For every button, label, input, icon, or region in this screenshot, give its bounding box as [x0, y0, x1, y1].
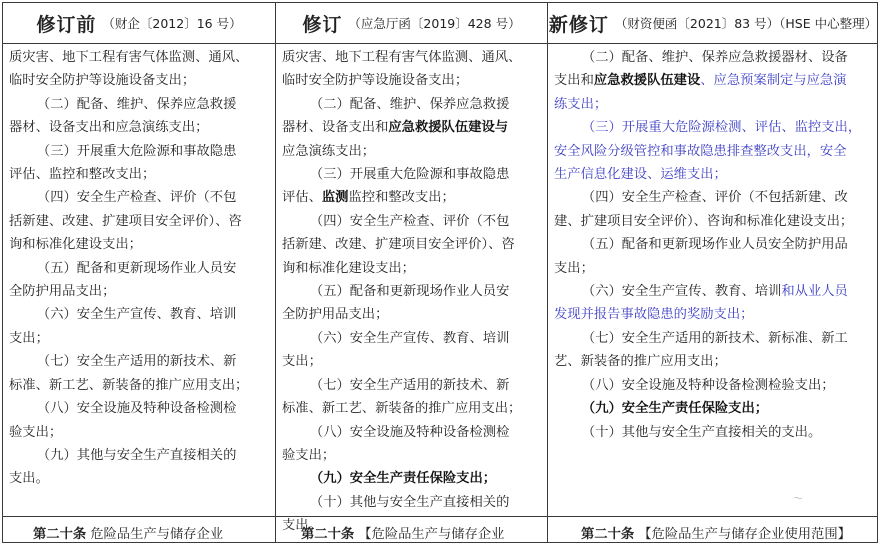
text-line: 支出； [9, 330, 49, 346]
text-line: 支出； [282, 354, 322, 370]
text-line: （三）开展重大危险源和事故隐患 [36, 143, 237, 159]
text-line: 质灾害、地下工程有害气体监测、通风、 [282, 50, 522, 65]
column-new [554, 46, 861, 444]
article-number: 第二十条 [581, 526, 635, 542]
text-line: （八）安全设施及特种设备检测检 [36, 401, 237, 417]
text-line: 询和标准化建设支出； [9, 237, 142, 253]
text-line: 器材、设备支出和应急演练支出； [9, 120, 209, 136]
text-line: （五）配备和更新现场作业人员安 [309, 284, 510, 300]
text-line: （五）配备和更新现场作业人员安 [36, 260, 237, 276]
header-title: 修订 [302, 13, 343, 36]
text-line: （七）安全生产适用的新技术、新 [36, 354, 237, 370]
highlight-line: 安全风险分级管控和事故隐患排查整改支出，安全 [554, 143, 847, 159]
comparison-table [2, 2, 878, 543]
article-number: 第二十条 [301, 526, 355, 542]
text-line: （三）开展重大危险源和事故隐患 [309, 167, 510, 183]
text-line: 质灾害、地下工程有害气体监测、通风、 [9, 50, 249, 65]
header-title: 修订前 [36, 13, 97, 36]
article-number: 第二十条 [33, 526, 87, 542]
text-line: （七）安全生产适用的新技术、新 [309, 377, 510, 393]
text-segment: 支出和 [554, 73, 594, 89]
text-line: 应急演练支出； [282, 143, 376, 159]
header-cell-new [548, 3, 878, 43]
text-line: 艺、新装备的推广应用支出； [554, 354, 727, 370]
text-segment: 监控和整改支出； [348, 190, 455, 206]
bold-segment: 监测 [321, 190, 349, 206]
text-line [282, 186, 521, 209]
column-divider-2 [547, 3, 548, 542]
text-line [282, 116, 521, 139]
text-line [554, 69, 861, 92]
text-line: （八）安全设施及特种设备检测检验支出； [581, 377, 835, 393]
text-line-bold: （九）安全生产责任保险支出； [581, 401, 769, 417]
text-line: 全防护用品支出； [9, 284, 116, 300]
text-line: （六）安全生产宣传、教育、培训 [36, 307, 237, 323]
text-line: （四）安全生产检查、评价（不包 [309, 213, 510, 229]
text-line: （五）配备和更新现场作业人员安全防护用品 [581, 237, 848, 253]
article-text: 【危险品生产与储存企业使用范围】 [638, 526, 851, 542]
text-line: （二）配备、维护、保养应急救援 [36, 96, 237, 112]
highlight-line: 生产信息化建设、运维支出； [554, 167, 727, 183]
watermark-icon: 〜 [793, 494, 803, 505]
text-line: 询和标准化建设支出； [282, 260, 415, 276]
text-line: 验支出； [282, 447, 336, 463]
text-line: 临时安全防护等设施设备支出； [9, 73, 196, 89]
text-line: （四）安全生产检查、评价（不包括新建、改 [581, 190, 848, 206]
bold-segment: 应急救援队伍建设 [593, 73, 701, 89]
header-subtitle: （财企〔2012〕16 号） [102, 16, 242, 31]
text-line: （二）配备、维护、保养应急救援 [309, 96, 510, 112]
text-line: 临时安全防护等设施设备支出； [282, 73, 469, 89]
article-text: 【危险品生产与储存企业 [358, 526, 505, 542]
footer-cell-revised [301, 520, 504, 544]
text-line: 建、扩建项目安全评价）、咨询和标准化建设支出； [554, 213, 854, 229]
header-cell-revised [276, 3, 547, 43]
text-line: 括新建、改建、扩建项目安全评价）、咨 [9, 213, 242, 229]
footer-cell-new [581, 520, 851, 544]
header-subtitle: （财资便函〔2021〕83 号）（HSE 中心整理） [614, 16, 878, 31]
text-line: 标准、新工艺、新装备的推广应用支出； [9, 377, 249, 393]
bold-segment: 应急救援队伍建设与 [388, 120, 509, 136]
highlight-segment: 、应急预案制定与应急演 [700, 73, 847, 89]
text-line: 标准、新工艺、新装备的推广应用支出； [282, 401, 522, 417]
footer-cell-before [33, 520, 223, 544]
text-line: （十）其他与安全生产直接相关的支出。 [581, 424, 822, 440]
text-line: （九）其他与安全生产直接相关的 [36, 447, 237, 463]
text-line: （七）安全生产适用的新技术、新标准、新工 [581, 330, 848, 346]
highlight-line: 练支出； [554, 96, 608, 112]
text-segment: 器材、设备支出和 [282, 120, 389, 136]
text-line: （八）安全设施及特种设备检测检 [309, 424, 510, 440]
text-line-bold: （九）安全生产责任保险支出； [309, 471, 497, 487]
column-divider-1 [275, 3, 276, 542]
text-line: （十）其他与安全生产直接相关的 [309, 494, 510, 510]
header-divider [3, 43, 877, 44]
highlight-segment: 和从业人员 [781, 284, 848, 300]
text-line: 支出； [554, 260, 594, 276]
text-segment: （六）安全生产宣传、教育、培训 [581, 284, 782, 300]
highlight-line: 发现并报告事故隐患的奖励支出； [554, 307, 754, 323]
header-title: 新修订 [548, 13, 609, 36]
text-line: （二）配备、维护、保养应急救援器材、设备 [581, 50, 848, 65]
highlight-line: （三）开展重大危险源检测、评估、监控支出， [581, 120, 862, 136]
text-line: 支出。 [9, 471, 49, 487]
header-cell-before [3, 3, 275, 43]
text-line: （六）安全生产宣传、教育、培训 [309, 330, 510, 346]
text-line: 括新建、改建、扩建项目安全评价）、咨 [282, 237, 515, 253]
header-subtitle: （应急厅函〔2019〕428 号） [348, 16, 521, 31]
column-revised [282, 46, 521, 538]
text-line: 评估、监控和整改支出； [9, 167, 156, 183]
text-line: 验支出； [9, 424, 63, 440]
column-before [9, 46, 248, 491]
text-line: 支出。 [282, 518, 322, 534]
text-line: 全防护用品支出； [282, 307, 389, 323]
article-text: 危险品生产与储存企业 [90, 526, 224, 542]
text-line: （四）安全生产检查、评价（不包 [36, 190, 237, 206]
text-line [554, 280, 861, 303]
text-segment: 评估、 [282, 190, 322, 206]
